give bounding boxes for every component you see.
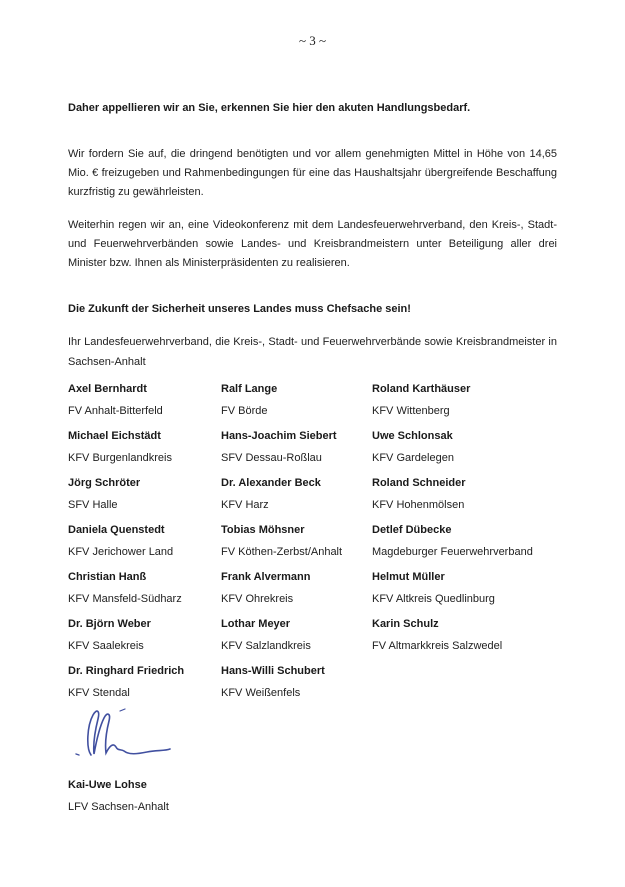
appeal-heading: Daher appellieren wir an Sie, erkennen Sie hier den akuten Handlungsbedarf. bbox=[68, 102, 471, 114]
signatory-org: FV Altmarkkreis Salzwedel bbox=[372, 640, 503, 652]
signatory-org: KFV Gardelegen bbox=[372, 452, 454, 464]
signatory-card bbox=[372, 519, 557, 563]
signatory-org: FV Anhalt-Bitterfeld bbox=[68, 405, 163, 417]
signatory-org: KFV Altkreis Quedlinburg bbox=[372, 593, 495, 605]
signatory-card bbox=[68, 472, 221, 516]
signatory-card bbox=[221, 660, 372, 704]
signatory-name: Frank Alvermann bbox=[221, 571, 311, 583]
signatory-org: KFV Wittenberg bbox=[372, 405, 450, 417]
signatory-card bbox=[372, 378, 557, 422]
signatory-card-empty bbox=[372, 660, 557, 704]
closing-signature-block bbox=[68, 706, 557, 818]
signatory-name: Christian Hanß bbox=[68, 571, 147, 583]
signatory-name: Ralf Lange bbox=[221, 383, 278, 395]
sender-line: Ihr Landesfeuerwehrverband, die Kreis-, Stadt- und Feuerwehrverbände sowie Kreisbrandmeister in Sachsen-Anhalt bbox=[68, 336, 557, 368]
signatory-card bbox=[372, 472, 557, 516]
signatory-name: Daniela Quenstedt bbox=[68, 524, 165, 536]
signatory-card bbox=[68, 519, 221, 563]
signatory-card bbox=[221, 425, 372, 469]
signatory-org: KFV Burgenlandkreis bbox=[68, 452, 172, 464]
closing-signer-name: Kai-Uwe Lohse bbox=[68, 779, 147, 791]
signatory-name: Dr. Ringhard Friedrich bbox=[68, 665, 185, 677]
signatory-org: SFV Dessau-Roßlau bbox=[221, 452, 322, 464]
signatory-name: Roland Schneider bbox=[372, 477, 466, 489]
signatory-name: Dr. Björn Weber bbox=[68, 618, 151, 630]
signatory-card bbox=[68, 378, 221, 422]
signatory-name: Dr. Alexander Beck bbox=[221, 477, 321, 489]
signatory-org: FV Börde bbox=[221, 405, 268, 417]
signatory-card bbox=[221, 472, 372, 516]
signatory-name: Roland Karthäuser bbox=[372, 383, 471, 395]
signatory-org: KFV Saalekreis bbox=[68, 640, 144, 652]
signatory-name: Axel Bernhardt bbox=[68, 383, 147, 395]
signatory-card bbox=[68, 566, 221, 610]
signatory-name: Karin Schulz bbox=[372, 618, 439, 630]
signatory-name: Jörg Schröter bbox=[68, 477, 141, 489]
signatory-name: Tobias Möhsner bbox=[221, 524, 305, 536]
signatory-org: Magdeburger Feuerwehrverband bbox=[372, 546, 533, 558]
signatory-name: Helmut Müller bbox=[372, 571, 445, 583]
signatory-card bbox=[372, 613, 557, 657]
signatory-name: Hans-Joachim Siebert bbox=[221, 430, 337, 442]
signatory-card bbox=[68, 613, 221, 657]
signatory-org: KFV Mansfeld-Südharz bbox=[68, 593, 182, 605]
signatory-org: FV Köthen-Zerbst/Anhalt bbox=[221, 546, 343, 558]
signatory-org: KFV Ohrekreis bbox=[221, 593, 294, 605]
signatory-org: KFV Stendal bbox=[68, 687, 130, 699]
signatory-org: KFV Salzlandkreis bbox=[221, 640, 311, 652]
signatory-org: KFV Harz bbox=[221, 499, 269, 511]
chefsache-heading: Die Zukunft der Sicherheit unseres Landes muss Chefsache sein! bbox=[68, 303, 411, 315]
signatory-name: Hans-Willi Schubert bbox=[221, 665, 325, 677]
signatory-org: KFV Hohenmölsen bbox=[372, 499, 465, 511]
signatory-name: Lothar Meyer bbox=[221, 618, 291, 630]
closing-signer-org: LFV Sachsen-Anhalt bbox=[68, 801, 169, 813]
signatory-org: KFV Weißenfels bbox=[221, 687, 301, 699]
signatory-name: Uwe Schlonsak bbox=[372, 430, 453, 442]
signatory-org: KFV Jerichower Land bbox=[68, 546, 174, 558]
paragraph-funding: Wir fordern Sie auf, die dringend benötigten und vor allem genehmigten Mittel in Höhe von 14,65 Mio. € freizugeben und Rahmenbedingungen für eine das Haushaltsjahr übergreifende Beschaffung kurzfristig zu gewährleisten. bbox=[68, 148, 557, 198]
signatory-card bbox=[221, 613, 372, 657]
signatory-name: Detlef Dübecke bbox=[372, 524, 452, 536]
signatory-card bbox=[68, 425, 221, 469]
signatory-card bbox=[221, 378, 372, 422]
paragraph-videoconference: Weiterhin regen wir an, eine Videokonferenz mit dem Landesfeuerwehrverband, den Kreis-, Stadt- und Feuerwehrverbänden sowie Landes- und Kreisbrandmeistern unter Beteiligung aller drei Minister bzw. Ihnen als Ministerpräsidenten zu realisieren. bbox=[68, 219, 557, 269]
signatory-card bbox=[372, 425, 557, 469]
signatory-org: SFV Halle bbox=[68, 499, 118, 511]
page-number: ~ 3 ~ bbox=[298, 33, 327, 48]
signatory-name: Michael Eichstädt bbox=[68, 430, 161, 442]
signatory-card bbox=[221, 519, 372, 563]
handwritten-signature-icon bbox=[70, 706, 172, 762]
signatory-card bbox=[68, 660, 221, 704]
signatories-grid bbox=[68, 378, 557, 704]
signatory-card bbox=[372, 566, 557, 610]
signatory-card bbox=[221, 566, 372, 610]
